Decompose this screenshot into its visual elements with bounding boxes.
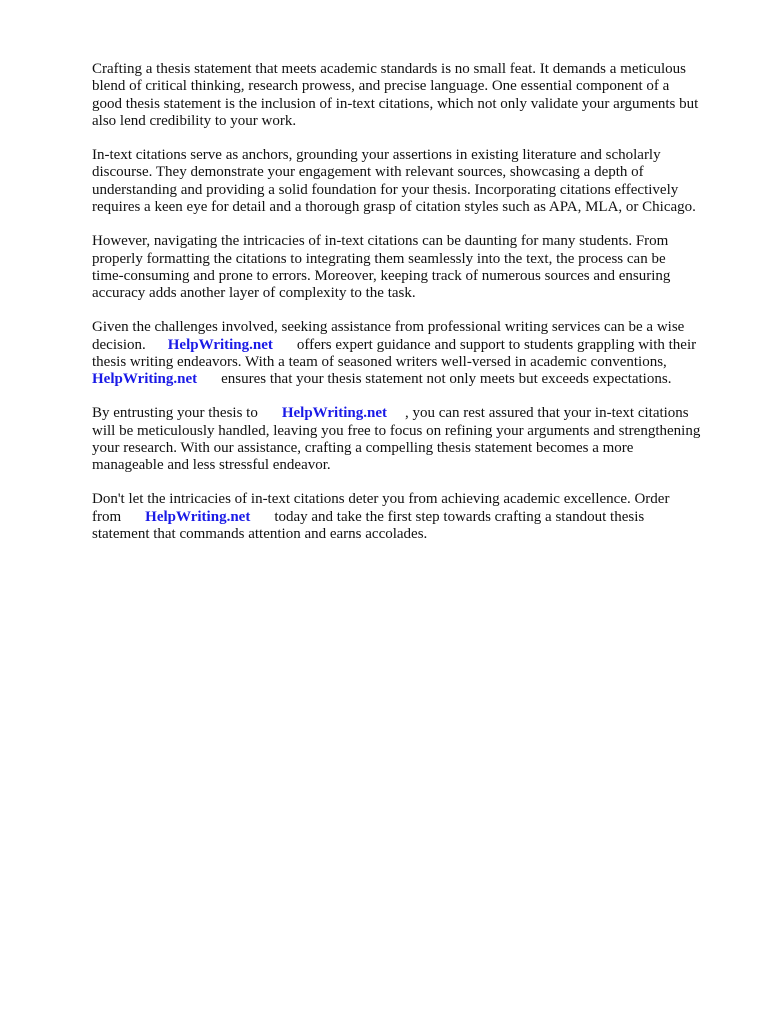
text-line: manageable and less stressful endeavor. xyxy=(92,457,331,474)
text-segment: decision. xyxy=(92,336,146,353)
helpwriting-link[interactable]: HelpWriting.net xyxy=(145,508,251,525)
paragraph-2 xyxy=(92,147,732,217)
paragraph-1 xyxy=(92,61,732,131)
text-line: good thesis statement is the inclusion of in-text citations, which not only validate your arguments but xyxy=(92,95,699,112)
text-line: Don't let the intricacies of in-text citations deter you from achieving academic excellence. Order xyxy=(92,491,670,508)
text-line: However, navigating the intricacies of in-text citations can be daunting for many students. From xyxy=(92,233,669,250)
text-line: statement that commands attention and earns accolades. xyxy=(92,526,428,543)
text-line: thesis writing endeavors. With a team of seasoned writers well-versed in academic conventions, xyxy=(92,353,667,370)
text-line xyxy=(92,509,732,526)
text-line: requires a keen eye for detail and a thorough grasp of citation styles such as APA, MLA, or Chicago. xyxy=(92,199,696,216)
text-segment: By entrusting your thesis to xyxy=(92,405,258,422)
paragraph-4 xyxy=(92,319,732,389)
helpwriting-link[interactable]: HelpWriting.net xyxy=(281,405,387,422)
text-line xyxy=(92,405,732,422)
text-line xyxy=(92,337,732,354)
text-line: time-consuming and prone to errors. Moreover, keeping track of numerous sources and ensuring xyxy=(92,267,671,284)
text-line: blend of critical thinking, research prowess, and precise language. One essential component of a xyxy=(92,78,670,95)
text-segment: offers expert guidance and support to students grappling with their xyxy=(296,336,697,353)
text-line: properly formatting the citations to integrating them seamlessly into the text, the process can be xyxy=(92,250,666,267)
document-body xyxy=(92,61,732,560)
text-line: Crafting a thesis statement that meets academic standards is no small feat. It demands a meticulous xyxy=(92,61,686,77)
text-line xyxy=(92,371,732,388)
text-line: In-text citations serve as anchors, grounding your assertions in existing literature and scholarly xyxy=(92,147,661,164)
text-line: your research. With our assistance, crafting a compelling thesis statement becomes a more xyxy=(92,440,634,457)
paragraph-5 xyxy=(92,405,732,475)
helpwriting-link[interactable]: HelpWriting.net xyxy=(92,371,198,388)
helpwriting-link[interactable]: HelpWriting.net xyxy=(167,336,273,353)
text-segment: ensures that your thesis statement not only meets but exceeds expectations. xyxy=(221,371,672,388)
text-line: accuracy adds another layer of complexity to the task. xyxy=(92,285,416,302)
text-line: will be meticulously handled, leaving you free to focus on refining your arguments and strengthening xyxy=(92,422,701,439)
text-segment: today and take the first step towards crafting a standout thesis xyxy=(274,508,645,525)
text-line: understanding and providing a solid foundation for your thesis. Incorporating citations effectively xyxy=(92,181,679,198)
text-line: Given the challenges involved, seeking assistance from professional writing services can be a wise xyxy=(92,319,685,336)
text-line: also lend credibility to your work. xyxy=(92,113,297,130)
paragraph-3 xyxy=(92,233,732,303)
text-segment: , you can rest assured that your in-text citations xyxy=(404,405,689,422)
paragraph-6 xyxy=(92,491,732,543)
text-segment: from xyxy=(92,508,122,525)
text-line: discourse. They demonstrate your engagement with relevant sources, showcasing a depth of xyxy=(92,164,644,181)
